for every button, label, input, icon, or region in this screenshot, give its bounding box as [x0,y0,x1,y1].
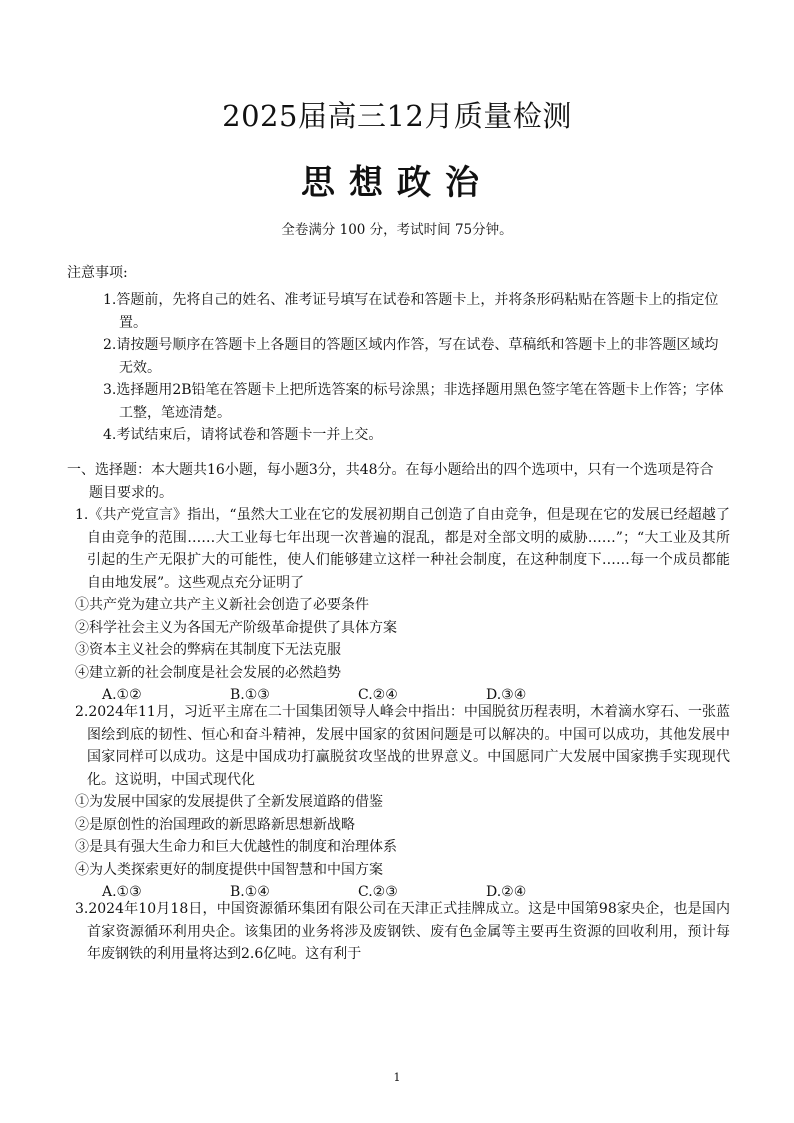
note-item: 1.答题前，先将自己的姓名、准考证号填写在试卷和答题卡上，并将条形码粘贴在答题卡上的指定位置。 [103,292,719,331]
option-b: B.①③ [230,687,270,703]
section-instructions: 一、选择题：本大题共16小题，每小题3分，共48分。在每小题给出的四个选项中，只有一个选项是符合题目要求的。 [67,462,714,501]
subject-title: 思想政治 [301,163,493,203]
question-3 [75,898,730,966]
statement: ④为人类探索更好的制度提供中国智慧和中国方案 [75,861,383,878]
statement: ④建立新的社会制度是社会发展的必然趋势 [75,664,341,681]
notes-list [103,289,728,447]
question-stem: 2.2024年11月，习近平主席在二十国集团领导人峰会中指出：中国脱贫历程表明，木着滴水穿石、一张蓝图绘到底的韧性、恒心和奋斗精神，发展中国家的贫困问题是可以解决的。中国可以成功，其他发展中国家同样可以成功。这是中国成功打赢脱贫攻坚战的世界意义。中国愿同广大发展中国家携手实现现代化。这说明，中国式现代化 [75,704,730,788]
option-d: D.③④ [486,687,527,703]
option-c: C.②④ [358,687,398,703]
statement: ③是具有强大生命力和巨大优越性的制度和治理体系 [75,839,397,855]
question-stem: 3.2024年10月18日，中国资源循环集团有限公司在天津正式挂牌成立。这是中国第98家央企，也是国内首家资源循环利用央企。该集团的业务将涉及废钢铁、废有色金属等主要再生资源的回收利用，预计每年废钢铁的利用量将达到2.6亿吨。这有利于 [75,901,730,962]
notes-heading: 注意事项: [67,265,128,281]
note-item: 3.选择题用2B铅笔在答题卡上把所选答案的标号涂黑；非选择题用黑色签字笔在答题卡上作答；字体工整，笔迹清楚。 [103,382,724,421]
question-stem: 1.《共产党宣言》指出，“虽然大工业在它的发展初期自己创造了自由竞争，但是现在它的发展已经超越了自由竞争的范围……大工业每七年出现一次普遍的混乱，都是对全部文明的威胁……”；“大工业及其所引起的生产无限扩大的可能性，使人们能够建立这样一种社会制度，在这种制度下……每一个成员都能自由地发展”。这些观点充分证明了 [75,507,730,591]
question-1 [75,504,730,707]
option-a: A.①② [102,687,142,703]
exam-meta: 全卷满分 100 分，考试时间 75分钟。 [281,222,513,238]
option-d: D.②④ [486,884,527,900]
option-c: C.②③ [358,884,398,900]
note-item: 4.考试结束后，请将试卷和答题卡一并上交。 [103,427,383,443]
page-number: 1 [393,1071,401,1084]
option-b: B.①④ [230,884,270,900]
statement: ③资本主义社会的弊病在其制度下无法克服 [75,642,341,658]
statement: ②是原创性的治国理政的新思路新思想新战略 [75,816,355,833]
note-item: 2.请按题号顺序在答题卡上各题目的答题区域内作答，写在试卷、草稿纸和答题卡上的非答题区域均无效。 [103,337,719,376]
statement: ①为发展中国家的发展提供了全新发展道路的借鉴 [75,794,383,810]
option-a: A.①③ [102,884,142,900]
section-heading [67,459,727,504]
exam-title: 2025届高三12月质量检测 [222,99,572,133]
statement: ②科学社会主义为各国无产阶级革命提供了具体方案 [75,619,397,636]
statement: ①共产党为建立共产主义新社会创造了必要条件 [75,597,369,613]
question-2 [75,701,730,904]
